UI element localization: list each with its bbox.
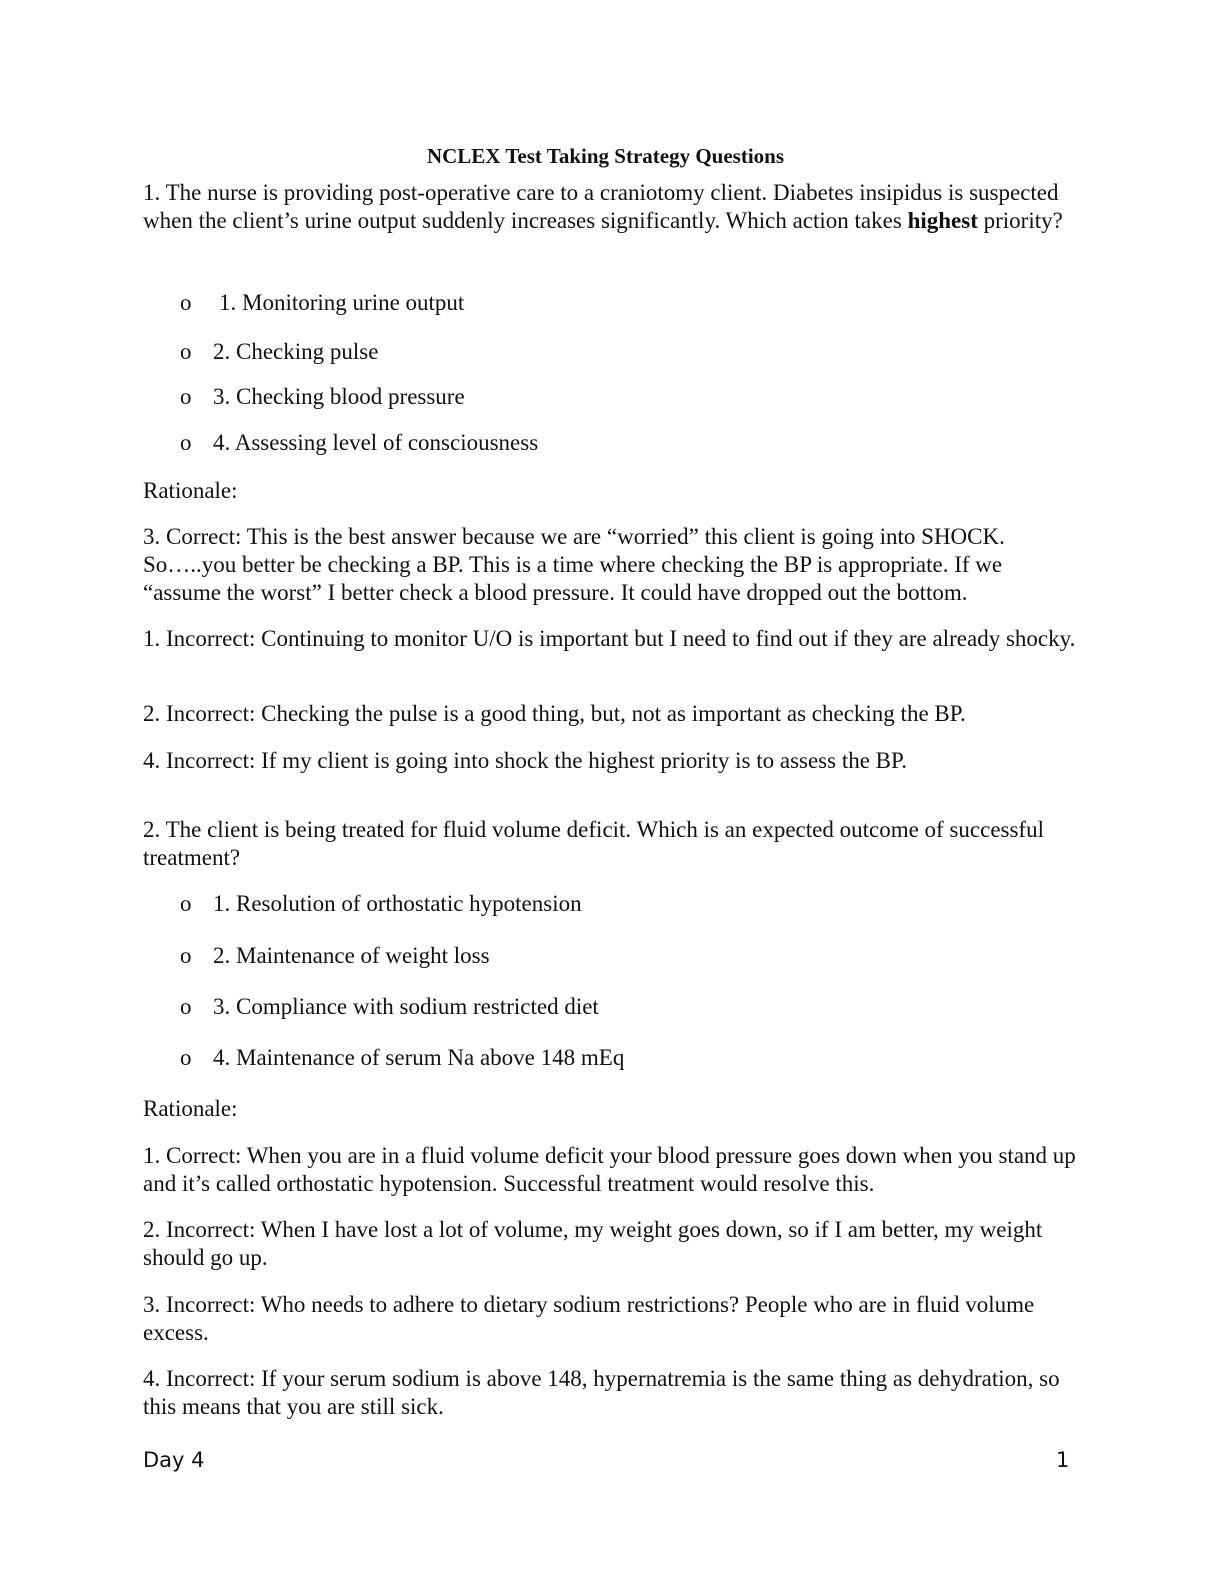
bullet: o <box>180 339 192 364</box>
footer-day-label: Day 4 <box>143 1448 205 1472</box>
bullet: o <box>180 891 192 916</box>
option-text: 4. Assessing level of consciousness <box>213 430 539 455</box>
question-1-rationale-label: Rationale: <box>143 478 238 503</box>
question-2-option-1 <box>180 890 980 918</box>
question-2-rationale-4: 4. Incorrect: If your serum sodium is above 148, hypernatremia is the same thing as dehydration, so this means that you are still sick. <box>143 1366 1060 1419</box>
question-1-rationale-1: 3. Correct: This is the best answer because we are “worried” this client is going into SHOCK. So…..you better be checking a BP. This is a time where checking the BP is appropriate. If we “assume the worst” I better check a blood pressure. It could have dropped out the bottom. <box>143 524 1005 605</box>
option-text: 1. Monitoring urine output <box>219 290 465 315</box>
bullet: o <box>180 384 192 409</box>
bullet: o <box>180 1045 192 1070</box>
option-text: 3. Checking blood pressure <box>213 384 465 409</box>
question-1-rationale-2: 1. Incorrect: Continuing to monitor U/O is important but I need to find out if they are already shocky. <box>143 626 1076 651</box>
question-2-option-4 <box>180 1044 980 1072</box>
bullet: o <box>180 943 192 968</box>
question-2-option-2 <box>180 942 980 970</box>
page-number: 1 <box>1056 1448 1070 1472</box>
question-1-option-1 <box>180 289 980 317</box>
question-2-option-3 <box>180 993 980 1021</box>
bullet: o <box>180 994 192 1019</box>
option-text: 2. Checking pulse <box>213 339 379 364</box>
option-text: 4. Maintenance of serum Na above 148 mEq <box>213 1045 625 1070</box>
question-2-rationale-label: Rationale: <box>143 1096 238 1121</box>
option-text: 1. Resolution of orthostatic hypotension <box>213 891 582 916</box>
bullet: o <box>180 290 192 315</box>
option-text: 3. Compliance with sodium restricted diet <box>213 994 599 1019</box>
question-2-rationale-2: 2. Incorrect: When I have lost a lot of volume, my weight goes down, so if I am better, my weight should go up. <box>143 1217 1043 1270</box>
question-1-emphasis: highest <box>907 208 978 233</box>
question-1-rationale-4: 4. Incorrect: If my client is going into shock the highest priority is to assess the BP. <box>143 748 908 773</box>
question-2-rationale-1: 1. Correct: When you are in a fluid volume deficit your blood pressure goes down when you stand up and it’s called orthostatic hypotension. Successful treatment would resolve this. <box>143 1143 1076 1196</box>
question-1-stem <box>143 179 1078 235</box>
question-1-stem-text: 1. The nurse is providing post-operative care to a craniotomy client. Diabetes insipidus is suspected when the client’s urine output suddenly increases significantly. Which action takes <box>143 180 1059 233</box>
bullet: o <box>180 430 192 455</box>
question-1-option-2 <box>180 338 980 366</box>
question-1-option-4 <box>180 429 980 457</box>
question-1-option-3 <box>180 383 980 411</box>
option-text: 2. Maintenance of weight loss <box>213 943 490 968</box>
question-2-rationale-3: 3. Incorrect: Who needs to adhere to dietary sodium restrictions? People who are in fluid volume excess. <box>143 1292 1035 1345</box>
question-1-stem-end: priority? <box>977 208 1063 233</box>
page-title: NCLEX Test Taking Strategy Questions <box>426 144 785 168</box>
question-2-stem: 2. The client is being treated for fluid volume deficit. Which is an expected outcome of successful treatment? <box>143 817 1044 870</box>
question-1-rationale-3: 2. Incorrect: Checking the pulse is a good thing, but, not as important as checking the BP. <box>143 701 966 726</box>
